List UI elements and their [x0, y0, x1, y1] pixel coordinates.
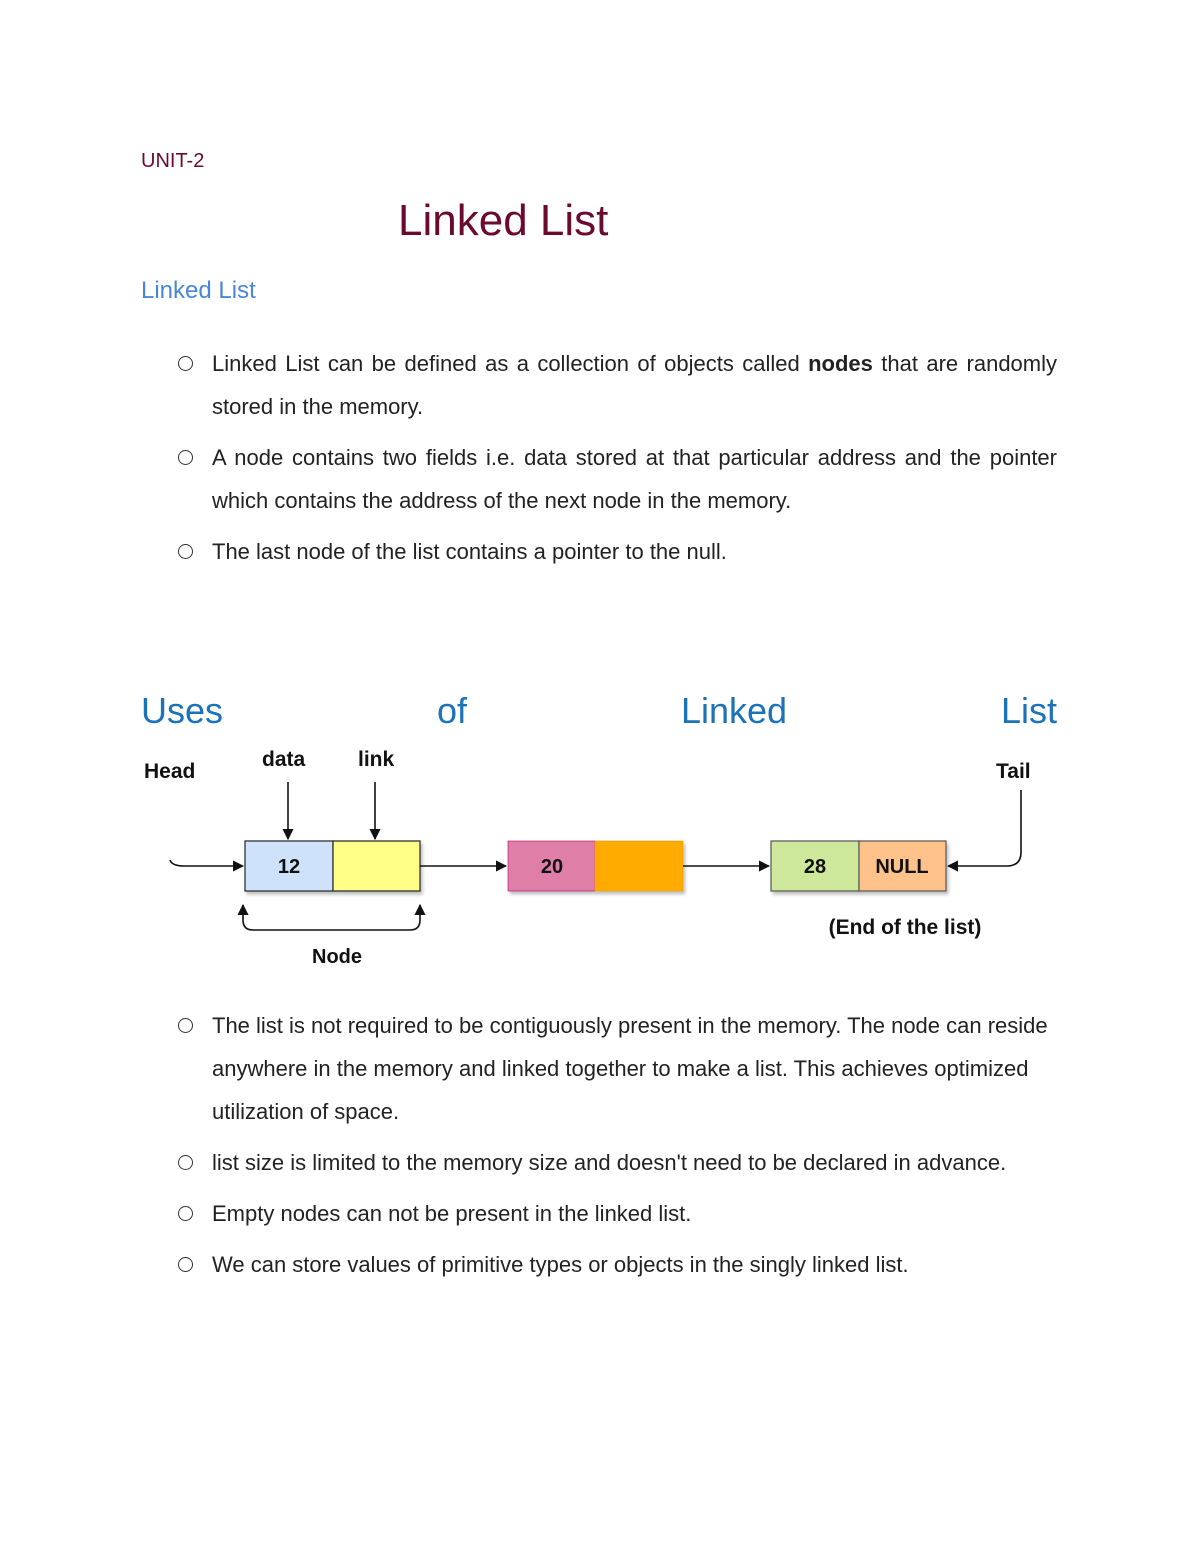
circle-bullet-icon	[178, 1018, 193, 1033]
list-item	[141, 342, 1057, 428]
circle-bullet-icon	[178, 1257, 193, 1272]
circle-bullet-icon	[178, 356, 193, 371]
bullet-text: The last node of the list contains a pointer to the null.	[212, 539, 727, 564]
heading-word: of	[436, 690, 467, 731]
node-2	[508, 841, 683, 891]
circle-bullet-icon	[178, 544, 193, 559]
list-item	[141, 1192, 1057, 1235]
bullet-text: list size is limited to the memory size and doesn't need to be declared in advance.	[212, 1150, 1007, 1175]
section-heading-linked-list: Linked List	[141, 277, 256, 304]
bullet-text: Linked List can be defined as a collection of objects called	[212, 351, 809, 376]
tail-arrow	[948, 790, 1021, 866]
node-3-value: 28	[803, 856, 827, 878]
list-item	[141, 436, 1057, 522]
page-title: Linked List	[398, 196, 609, 245]
unit-label: UNIT-2	[141, 150, 205, 172]
heading-word: Linked	[680, 690, 788, 731]
head-label: Head	[144, 760, 196, 783]
linked-list-diagram	[140, 740, 1031, 980]
bullet-text: that are randomly stored in the memory.	[212, 351, 1058, 419]
section-heading-uses	[141, 690, 1057, 732]
link-label: link	[358, 748, 395, 771]
circle-bullet-icon	[178, 1206, 193, 1221]
list-item	[141, 1141, 1057, 1184]
heading-word: List	[1000, 690, 1057, 731]
node-2-value: 20	[540, 856, 564, 878]
tail-label: Tail	[996, 760, 1031, 783]
node-1-value: 12	[277, 856, 301, 878]
bullet-text: We can store values of primitive types or objects in the singly linked list.	[212, 1252, 909, 1277]
node-1-link-cell	[333, 841, 420, 891]
data-label: data	[262, 748, 306, 771]
heading-word: Uses	[141, 690, 224, 731]
bullet-text: A node contains two fields i.e. data stored at that particular address and the pointer which contains the address of the next node in the memory.	[212, 445, 1057, 513]
list-item	[141, 530, 1057, 573]
node-brace	[243, 905, 420, 930]
node-label: Node	[312, 946, 362, 968]
circle-bullet-icon	[178, 1155, 193, 1170]
list-item	[141, 1243, 1057, 1286]
node-3-null-value: NULL	[875, 856, 929, 878]
bullet-text: Empty nodes can not be present in the linked list.	[212, 1201, 692, 1226]
end-of-list-label: (End of the list)	[828, 916, 982, 939]
uses-bullet-list	[141, 1004, 1057, 1294]
circle-bullet-icon	[178, 450, 193, 465]
list-item	[141, 1004, 1057, 1133]
node-2-link-cell	[595, 841, 683, 891]
bullet-bold-text: nodes	[808, 351, 873, 376]
bullet-text: The list is not required to be contiguously present in the memory. The node can reside anywhere in the memory and linked together to make a list. This achieves optimized utilization of space.	[212, 1013, 1048, 1124]
head-arrow	[170, 860, 243, 866]
definition-bullet-list	[141, 342, 1057, 581]
node-1	[245, 841, 420, 891]
